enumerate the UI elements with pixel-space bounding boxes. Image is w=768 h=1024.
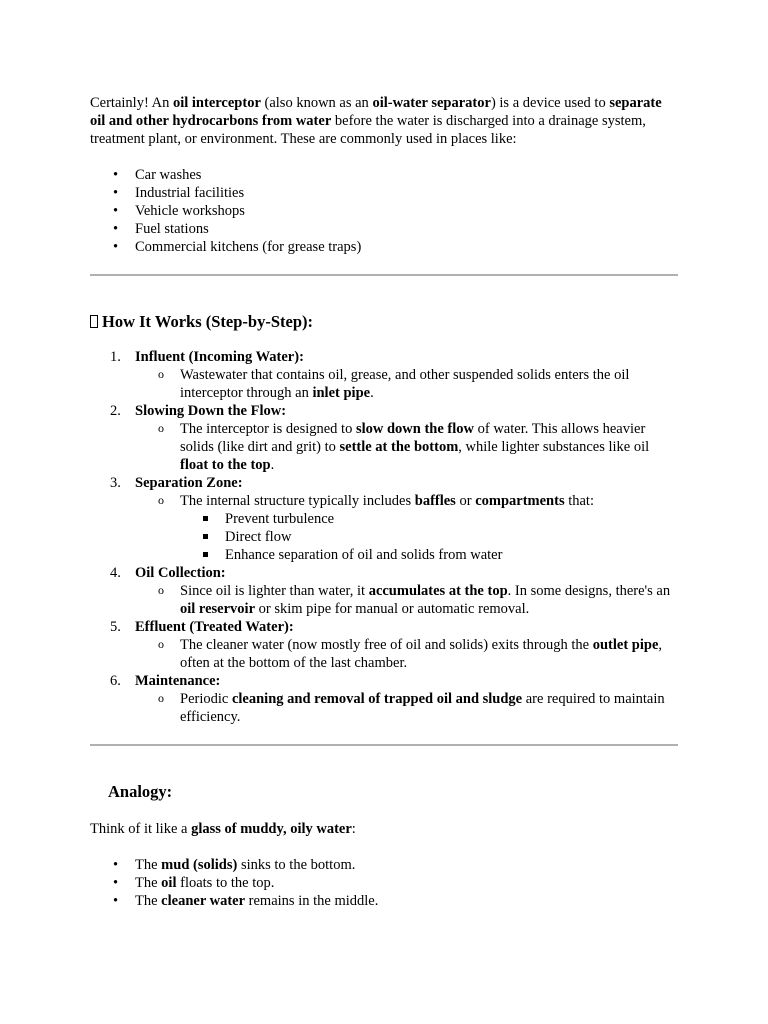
list-item (110, 348, 678, 402)
detail-text: of water. This allows heavier solids (like dirt and grit) to (180, 421, 646, 455)
section-heading-analogy: Analogy: (108, 782, 173, 801)
detail-bold: oil reservoir (180, 601, 256, 617)
detail-text: . (270, 457, 275, 473)
section-divider (90, 744, 678, 746)
analogy-text: : (351, 821, 356, 837)
intro-paragraph (90, 94, 678, 148)
step-number: 3. (110, 475, 121, 491)
list-item: • Fuel stations (135, 220, 678, 238)
step-title: Maintenance: (135, 673, 221, 689)
detail-text: or (455, 493, 476, 509)
list-item (110, 564, 678, 618)
detail-bold: baffles (414, 493, 456, 509)
step-detail-list (135, 690, 678, 726)
intro-text: ) is a device used to (490, 95, 610, 111)
detail-bold: float to the top (180, 457, 271, 473)
intro-text: before the water is discharged into a drainage system, treatment plant, or environment. These are commonly used in places like: (90, 113, 646, 147)
intro-text: (also known as an (260, 95, 373, 111)
detail-bold: compartments (475, 493, 565, 509)
list-item (180, 492, 678, 564)
step-title: Slowing Down the Flow: (135, 403, 287, 419)
list-item (180, 420, 678, 474)
step-detail-list (135, 492, 678, 564)
detail-text: , often at the bottom of the last chamber. (180, 637, 663, 671)
analogy-bold: mud (solids) (161, 857, 238, 873)
list-item: Enhance separation of oil and solids from water (225, 546, 678, 564)
list-item (135, 874, 678, 892)
analogy-text: sinks to the bottom. (237, 857, 356, 873)
list-item: • Industrial facilities (135, 184, 678, 202)
list-item: Prevent turbulence (225, 510, 678, 528)
section-divider (90, 274, 678, 276)
analogy-bold: glass of muddy, oily water (191, 821, 352, 837)
detail-text: that: (564, 493, 594, 509)
detail-text: . (370, 385, 374, 401)
list-item (180, 690, 678, 726)
step-number: 6. (110, 673, 121, 689)
analogy-text: The (135, 893, 162, 909)
list-item (135, 892, 678, 910)
list-item (110, 402, 678, 474)
step-number: 4. (110, 565, 121, 581)
heading-text: How It Works (Step-by-Step): (102, 312, 313, 331)
step-number: 5. (110, 619, 121, 635)
detail-text: are required to maintain efficiency. (180, 691, 665, 725)
step-number: 1. (110, 349, 121, 365)
steps-list (90, 348, 678, 726)
detail-text: The cleaner water (now mostly free of oil and solids) exits through the (180, 637, 593, 653)
section-heading-how-it-works (90, 312, 678, 332)
list-item: Direct flow (225, 528, 678, 546)
detail-bold: settle at the bottom (339, 439, 459, 455)
missing-glyph-icon (90, 315, 98, 328)
step-detail-list (135, 582, 678, 618)
detail-bold: outlet pipe (592, 637, 659, 653)
detail-text: Since oil is lighter than water, it (180, 583, 369, 599)
analogy-text: remains in the middle. (245, 893, 379, 909)
step-title: Influent (Incoming Water): (135, 349, 304, 365)
intro-bold-term: oil-water separator (372, 95, 491, 111)
places-list (90, 166, 678, 256)
list-item: • Car washes (135, 166, 678, 184)
detail-text: , while lighter substances like oil (458, 439, 650, 455)
analogy-intro (90, 820, 678, 838)
analogy-text: The (135, 857, 162, 873)
analogy-text: The (135, 875, 162, 891)
list-item: • Vehicle workshops (135, 202, 678, 220)
list-item (110, 474, 678, 564)
step-detail-list (135, 366, 678, 402)
intro-bold-term: oil interceptor (172, 95, 261, 111)
step-title: Effluent (Treated Water): (135, 619, 294, 635)
list-item (110, 618, 678, 672)
step-title: Oil Collection: (135, 565, 226, 581)
detail-text: Wastewater that contains oil, grease, and other suspended solids enters the oil interceptor through an (180, 367, 630, 401)
detail-text: or skim pipe for manual or automatic removal. (255, 601, 530, 617)
separation-features-list (180, 510, 678, 564)
detail-bold: slow down the flow (355, 421, 474, 437)
detail-text: Periodic (180, 691, 232, 707)
list-item: • Commercial kitchens (for grease traps) (135, 238, 678, 256)
detail-text: The interceptor is designed to (180, 421, 356, 437)
detail-bold: inlet pipe (312, 385, 371, 401)
list-item (180, 582, 678, 618)
analogy-bold: cleaner water (161, 893, 246, 909)
intro-text: Certainly! An (90, 95, 173, 111)
step-number: 2. (110, 403, 121, 419)
step-title: Separation Zone: (135, 475, 243, 491)
list-item (135, 856, 678, 874)
detail-text: The internal structure typically includes (180, 493, 415, 509)
intro-bold-term: separate oil and other hydrocarbons from water (90, 95, 662, 129)
step-detail-list (135, 420, 678, 474)
analogy-bold: oil (161, 875, 177, 891)
analogy-list (90, 856, 678, 910)
analogy-text: Think of it like a (90, 821, 192, 837)
detail-bold: cleaning and removal of trapped oil and sludge (231, 691, 523, 707)
list-item (180, 366, 678, 402)
detail-bold: accumulates at the top (368, 583, 508, 599)
list-item (110, 672, 678, 726)
list-item (180, 636, 678, 672)
detail-text: . In some designs, there's an (507, 583, 671, 599)
analogy-text: floats to the top. (176, 875, 275, 891)
step-detail-list (135, 636, 678, 672)
